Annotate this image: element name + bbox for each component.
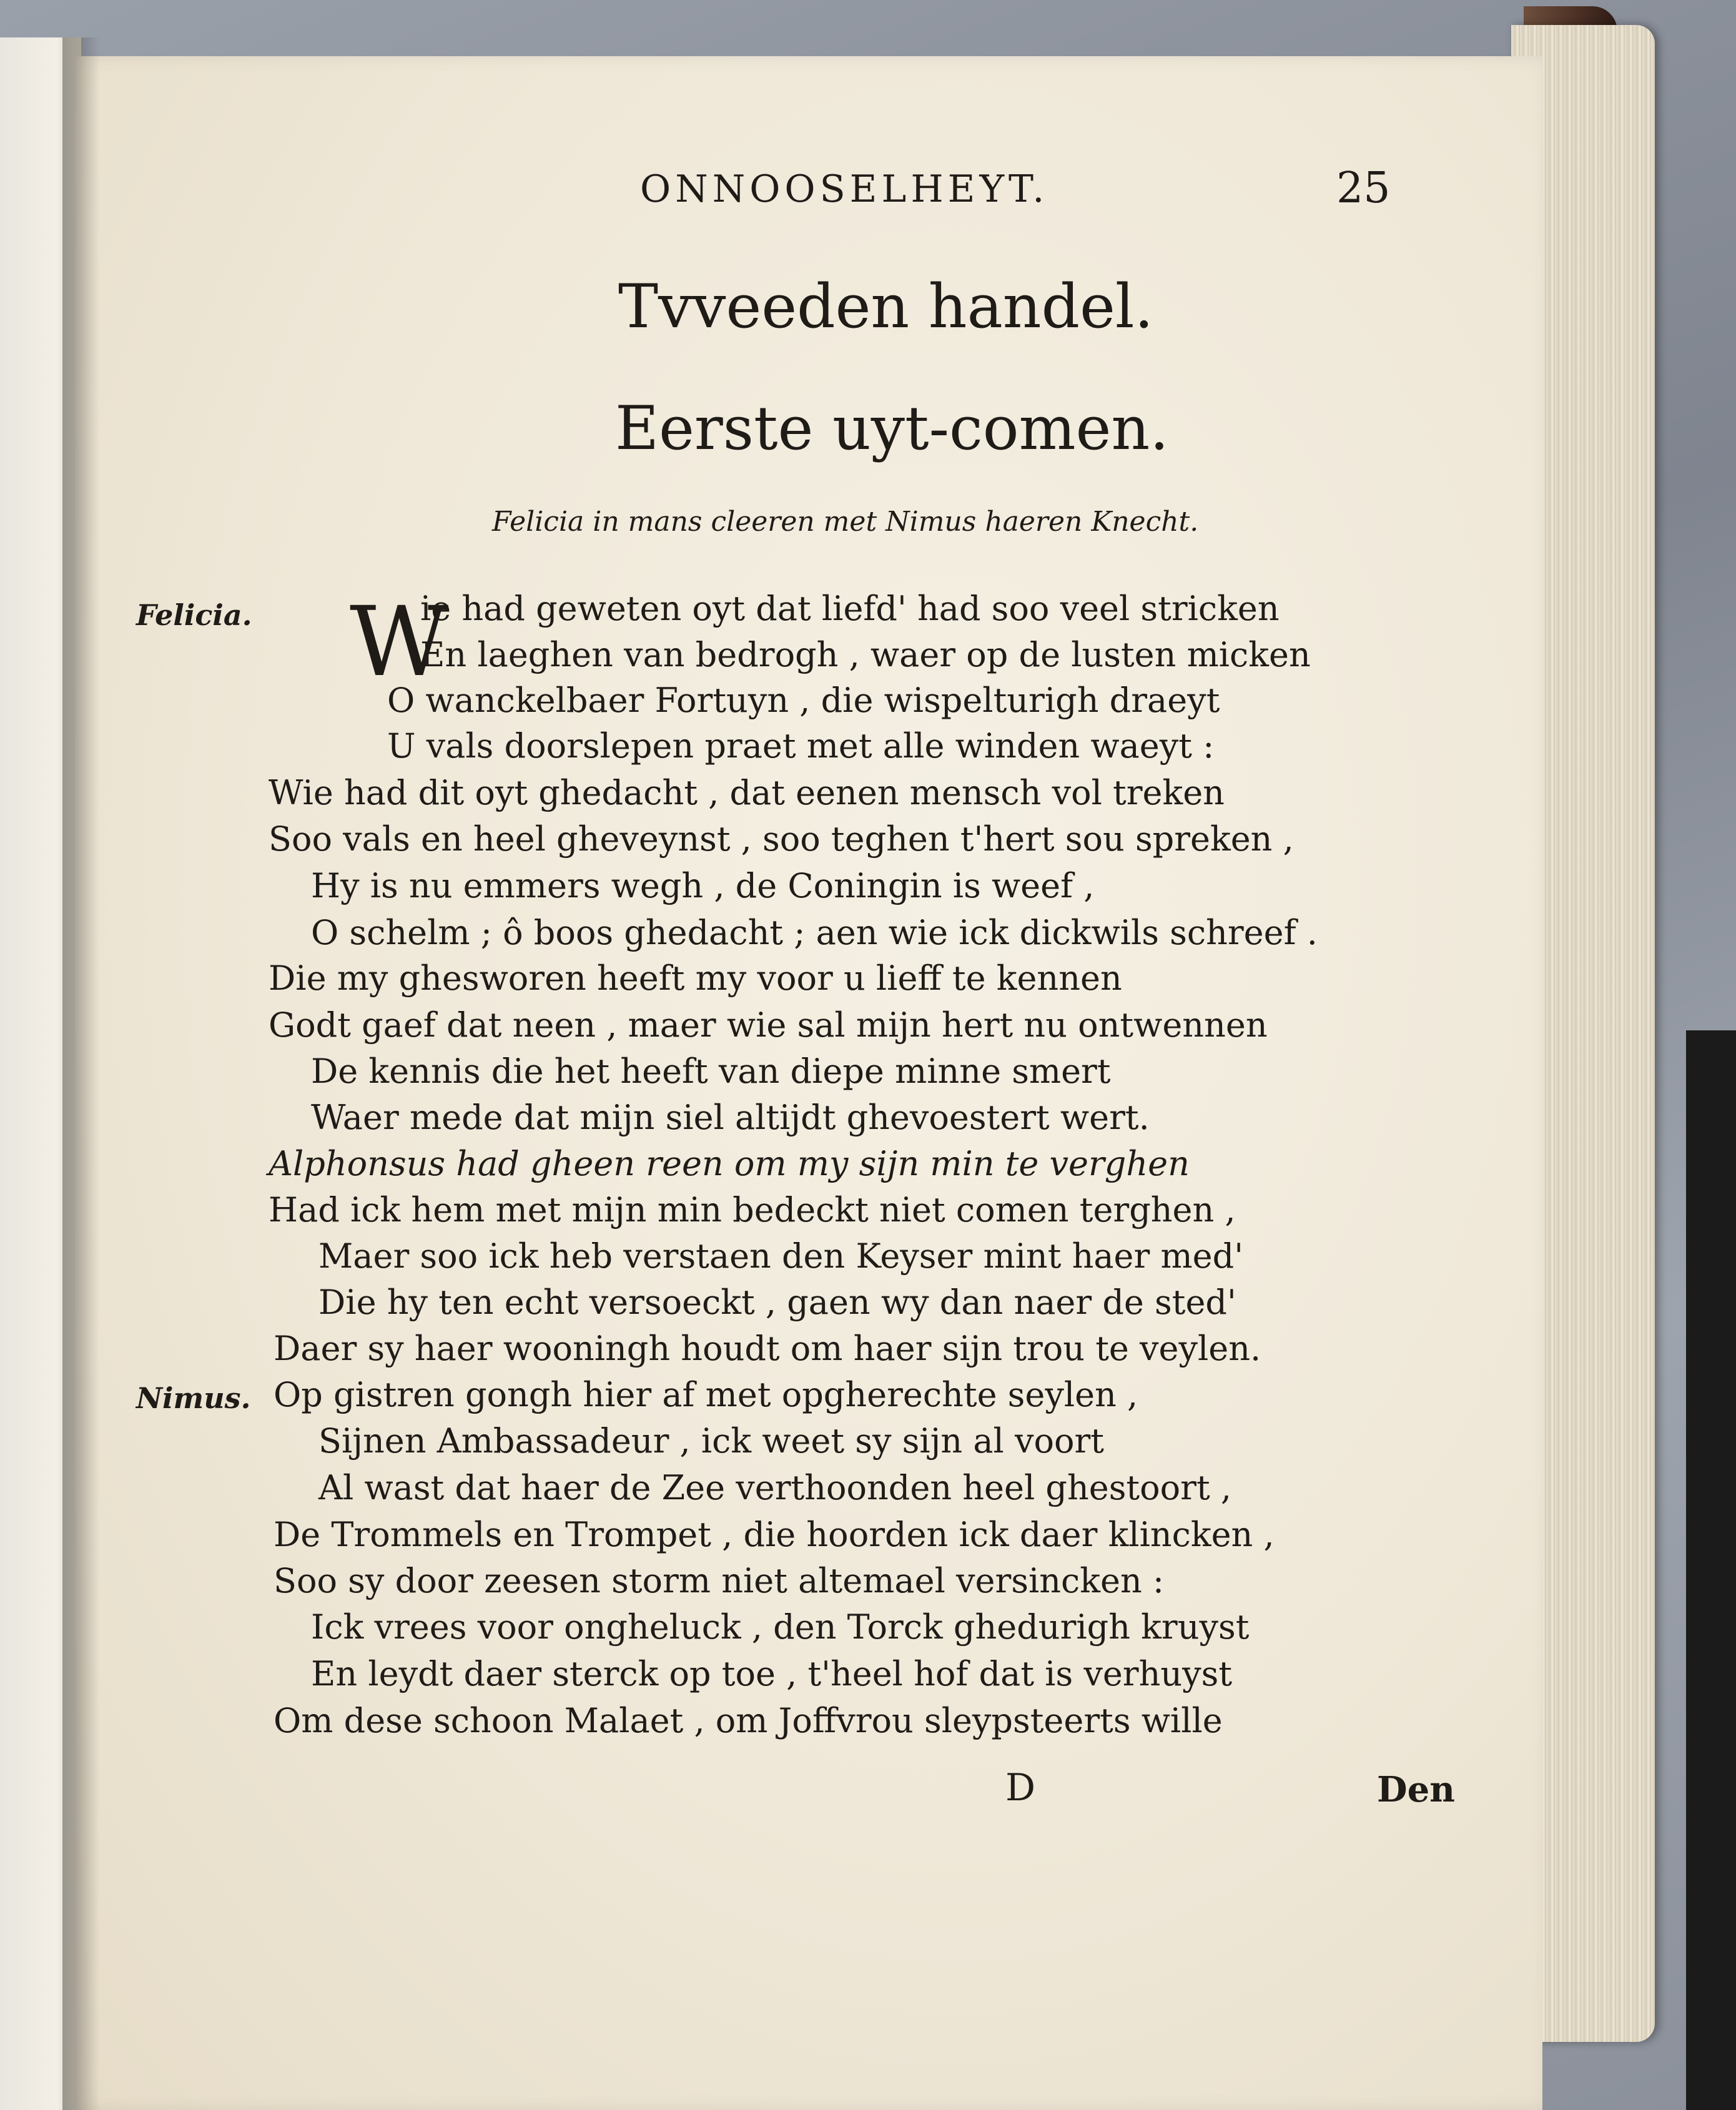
verse-line: O schelm ; ô boos ghedacht ; aen wie ick dickwils schreef . xyxy=(311,913,1318,952)
verse-line: Om dese schoon Malaet , om Joffvrou sleypsteerts wille xyxy=(274,1701,1223,1740)
verse-line: Op gistren gongh hier af met opgherechte seylen , xyxy=(274,1375,1138,1414)
verse-line: Alphonsus had gheen reen om my sijn min te verghen xyxy=(269,1144,1190,1183)
verse-line: En leydt daer sterck op toe , t'heel hof dat is verhuyst xyxy=(311,1654,1233,1693)
running-title: ONNOOSELHEYT. xyxy=(640,167,1049,211)
verse-line: Sijnen Ambassadeur , ick weet sy sijn al voort xyxy=(318,1421,1105,1461)
gutter-shadow xyxy=(62,37,100,2110)
book-page xyxy=(75,56,1542,2110)
verse-line: Daer sy haer wooningh houdt om haer sijn trou te veylen. xyxy=(274,1329,1261,1368)
act-heading: Tvveeden handel. xyxy=(618,272,1154,342)
verse-line: Soo vals en heel gheveynst , soo teghen t'hert sou spreken , xyxy=(269,819,1294,859)
drop-cap: W xyxy=(350,586,449,698)
scene-heading: Eerste uyt-comen. xyxy=(615,393,1169,463)
verse-line: En laeghen van bedrogh , waer op de lusten micken xyxy=(420,635,1311,674)
signature-mark: D xyxy=(1005,1766,1036,1810)
stage-direction: Felicia in mans cleeren met Nimus haeren Knecht. xyxy=(492,506,1199,538)
verse-line: Die hy ten echt versoeckt , gaen wy dan naer de sted' xyxy=(318,1283,1236,1322)
verse-line: De Trommels en Trompet , die hoorden ick daer klincken , xyxy=(274,1515,1275,1554)
catchword: Den xyxy=(1377,1769,1455,1810)
speaker-label: Felicia. xyxy=(136,598,252,632)
verse-line: ie had geweten oyt dat liefd' had soo veel stricken xyxy=(420,589,1280,628)
verse-line: Al wast dat haer de Zee verthoonden heel ghestoort , xyxy=(318,1468,1231,1507)
page-number: 25 xyxy=(1336,164,1391,213)
verse-line: Had ick hem met mijn min bedeckt niet comen terghen , xyxy=(269,1190,1236,1230)
verse-line: Soo sy door zeesen storm niet altemael versincken : xyxy=(274,1561,1165,1600)
verse-line: Wie had dit oyt ghedacht , dat eenen mensch vol treken xyxy=(269,773,1225,812)
verse-line: De kennis die het heeft van diepe minne smert xyxy=(311,1052,1111,1091)
verse-line: Maer soo ick heb verstaen den Keyser mint haer med' xyxy=(318,1236,1244,1276)
verse-line: Godt gaef dat neen , maer wie sal mijn hert nu ontwennen xyxy=(269,1005,1268,1045)
verse-line: O wanckelbaer Fortuyn , die wispelturigh draeyt xyxy=(387,681,1220,720)
table-shadow xyxy=(1686,1030,1736,2110)
verse-line: Ick vrees voor ongheluck , den Torck ghedurigh kruyst xyxy=(311,1607,1250,1647)
speaker-label: Nimus. xyxy=(136,1381,251,1415)
verse-line: Die my ghesworen heeft my voor u lieff te kennen xyxy=(269,959,1122,998)
verse-line: U vals doorslepen praet met alle winden waeyt : xyxy=(387,726,1215,766)
verse-line: Waer mede dat mijn siel altijdt ghevoestert wert. xyxy=(311,1098,1150,1137)
verse-line: Hy is nu emmers wegh , de Coningin is weef , xyxy=(311,866,1095,905)
